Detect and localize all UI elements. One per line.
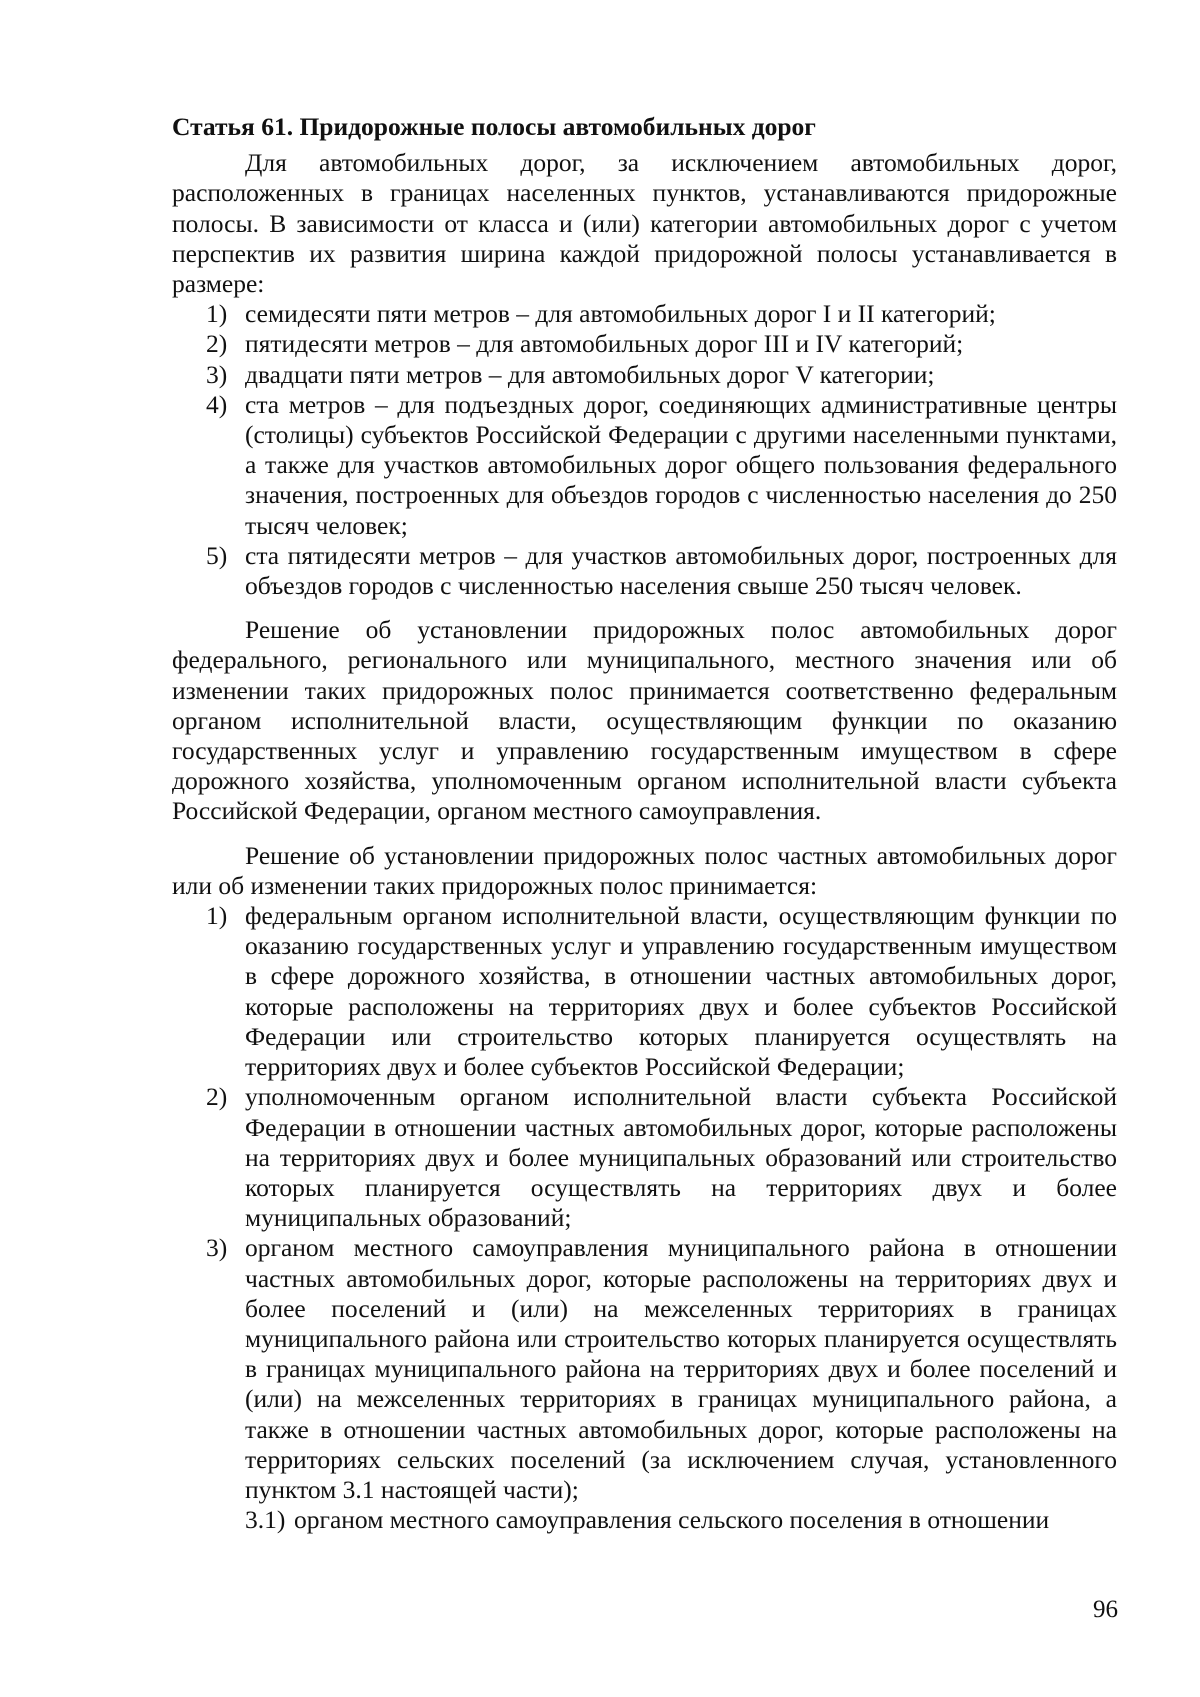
list-item-text: семидесяти пяти метров – для автомобильных дорог I и II категорий; [245,299,996,329]
list-item-text: ста метров – для подъездных дорог, соединяющих административные центры (столицы) субъектов Российской Федерации с другими населенными пунктами, а также для участков автомобильных дорог общего пользования федерального значения, построенных для объездов городов с численностью населения до 250 тысяч человек; [245,389,1117,540]
list-item [172,360,1117,390]
list-item [172,299,1117,329]
article-title: Статья 61. Придорожные полосы автомобильных дорог [172,112,816,141]
list-item-number: 3) [206,1233,228,1263]
list-item-text: пятидесяти метров – для автомобильных дорог III и IV категорий; [245,329,964,359]
list-item-text: двадцати пяти метров – для автомобильных дорог V категории; [245,359,935,389]
list-item-number: 4) [206,389,228,419]
private-roads-authority-list [172,901,1117,1535]
list-item [172,541,1117,601]
list-item-number: 5) [206,540,228,570]
list-item-number: 1) [206,299,228,329]
intro-paragraph: Для автомобильных дорог, за исключением автомобильных дорог, расположенных в границах населенных пунктов, устанавливаются придорожные полосы. В зависимости от класса и (или) категории автомобильных дорог с учетом перспектив их развития ширина каждой придорожной полосы устанавливается в размере: [172,148,1117,299]
road-width-list [172,299,1117,601]
list-item [172,1233,1117,1505]
list-item-text: органом местного самоуправления сельского поселения в отношении [294,1505,1050,1535]
private-roads-decision-paragraph: Решение об установлении придорожных полос частных автомобильных дорог или об изменении таких придорожных полос принимается: [172,840,1117,900]
list-item-number: 1) [206,901,228,931]
list-item [172,901,1117,1082]
list-item-text: уполномоченным органом исполнительной власти субъекта Российской Федерации в отношении частных автомобильных дорог, которые расположены на территориях двух и более муниципальных образований или строительство которых планируется осуществлять на территориях двух и более муниципальных образований; [245,1082,1117,1233]
page-number: 96 [1093,1596,1118,1623]
list-item-number: 3.1) [245,1505,286,1535]
list-item [172,329,1117,359]
list-item-text: ста пятидесяти метров – для участков автомобильных дорог, построенных для объездов городов с численностью населения свыше 250 тысяч человек. [245,540,1117,601]
public-roads-decision-paragraph: Решение об установлении придорожных полос автомобильных дорог федерального, регионального или муниципального, местного значения или об изменении таких придорожных полос принимается соответственно федеральным органом исполнительной власти, осуществляющим функции по оказанию государственных услуг и управлению государственным имуществом в сфере дорожного хозяйства, уполномоченным органом исполнительной власти субъекта Российской Федерации, органом местного самоуправления. [172,615,1117,826]
list-item [172,1082,1117,1233]
list-item [172,390,1117,541]
list-item-text: федеральным органом исполнительной власти, осуществляющим функции по оказанию государственных услуг и управлению государственным имуществом в сфере дорожного хозяйства, в отношении частных автомобильных дорог, которые расположены на территориях двух и более субъектов Российской Федерации или строительство которых планируется осуществлять на территориях двух и более субъектов Российской Федерации; [245,901,1117,1082]
list-item-number: 2) [206,329,228,359]
document-page [172,112,1117,1535]
list-item-number: 2) [206,1082,228,1112]
list-item-text: органом местного самоуправления муниципального района в отношении частных автомобильных дорог, которые расположены на территориях двух и более поселений и (или) на межселенных территориях в границах муниципального района или строительство которых планируется осуществлять в границах муниципального района на территориях двух и более поселений и (или) на межселенных территориях в границах муниципального района, а также в отношении частных автомобильных дорог, которые расположены на территориях сельских поселений (за исключением случая, установленного пунктом 3.1 настоящей части); [245,1233,1117,1504]
list-item [172,1505,1117,1535]
list-item-number: 3) [206,359,228,389]
